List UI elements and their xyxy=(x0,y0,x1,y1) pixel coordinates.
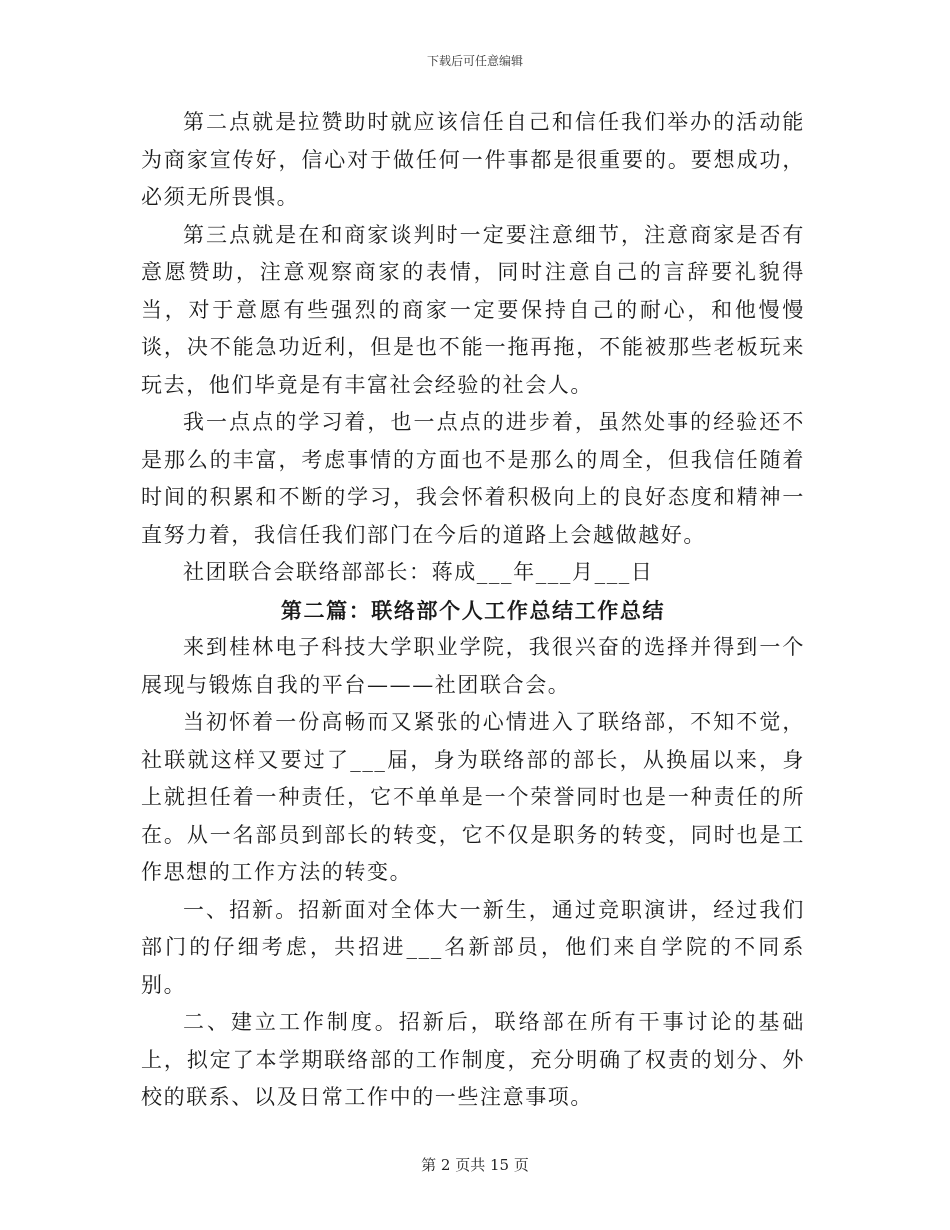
section-heading: 第二篇：联络部个人工作总结工作总结 xyxy=(280,597,666,623)
paragraph: 一、招新。招新面对全体大一新生，通过竞职演讲，经过我们部门的仔细考虑，共招进___名新部员，他们来自学院的不同系别。 xyxy=(141,897,805,997)
signature-line: 社团联合会联络部部长：蒋成___年___月___日 xyxy=(183,560,654,584)
page-header: 下载后可任意编辑 xyxy=(426,54,523,68)
paragraph: 当初怀着一份高畅而又紧张的心情进入了联络部，不知不觉，社联就这样又要过了___届，身为联络部的部长，从换届以来，身上就担任着一种责任，它不单单是一个荣誉同时也是一种责任的所在。从一名部员到部长的转变，它不仅是职务的转变，同时也是工作思想的工作方法的转变。 xyxy=(141,710,805,884)
paragraph: 第三点就是在和商家谈判时一定要注意细节，注意商家是否有意愿赞助，注意观察商家的表情，同时注意自己的言辞要礼貌得当，对于意愿有些强烈的商家一定要保持自己的耐心，和他慢慢谈，决不能急功近利，但是也不能一拖再拖，不能被那些老板玩来玩去，他们毕竟是有丰富社会经验的社会人。 xyxy=(141,222,805,397)
paragraph: 来到桂林电子科技大学职业学院，我很兴奋的选择并得到一个展现与锻炼自我的平台———社团联合会。 xyxy=(141,635,805,697)
paragraph: 我一点点的学习着，也一点点的进步着，虽然处事的经验还不是那么的丰富，考虑事情的方面也不是那么的周全，但我信任随着时间的积累和不断的学习，我会怀着积极向上的良好态度和精神一直努力着，我信任我们部门在今后的道路上会越做越好。 xyxy=(141,410,805,547)
paragraph: 第二点就是拉赞助时就应该信任自己和信任我们举办的活动能为商家宣传好，信心对于做任何一件事都是很重要的。要想成功，必须无所畏惧。 xyxy=(141,110,805,209)
paragraph: 二、建立工作制度。招新后，联络部在所有干事讨论的基础上，拟定了本学期联络部的工作制度，充分明确了权责的划分、外校的联系、以及日常工作中的一些注意事项。 xyxy=(141,1010,805,1109)
page-footer: 第 2 页共 15 页 xyxy=(421,1156,529,1174)
document-body xyxy=(141,104,805,1117)
